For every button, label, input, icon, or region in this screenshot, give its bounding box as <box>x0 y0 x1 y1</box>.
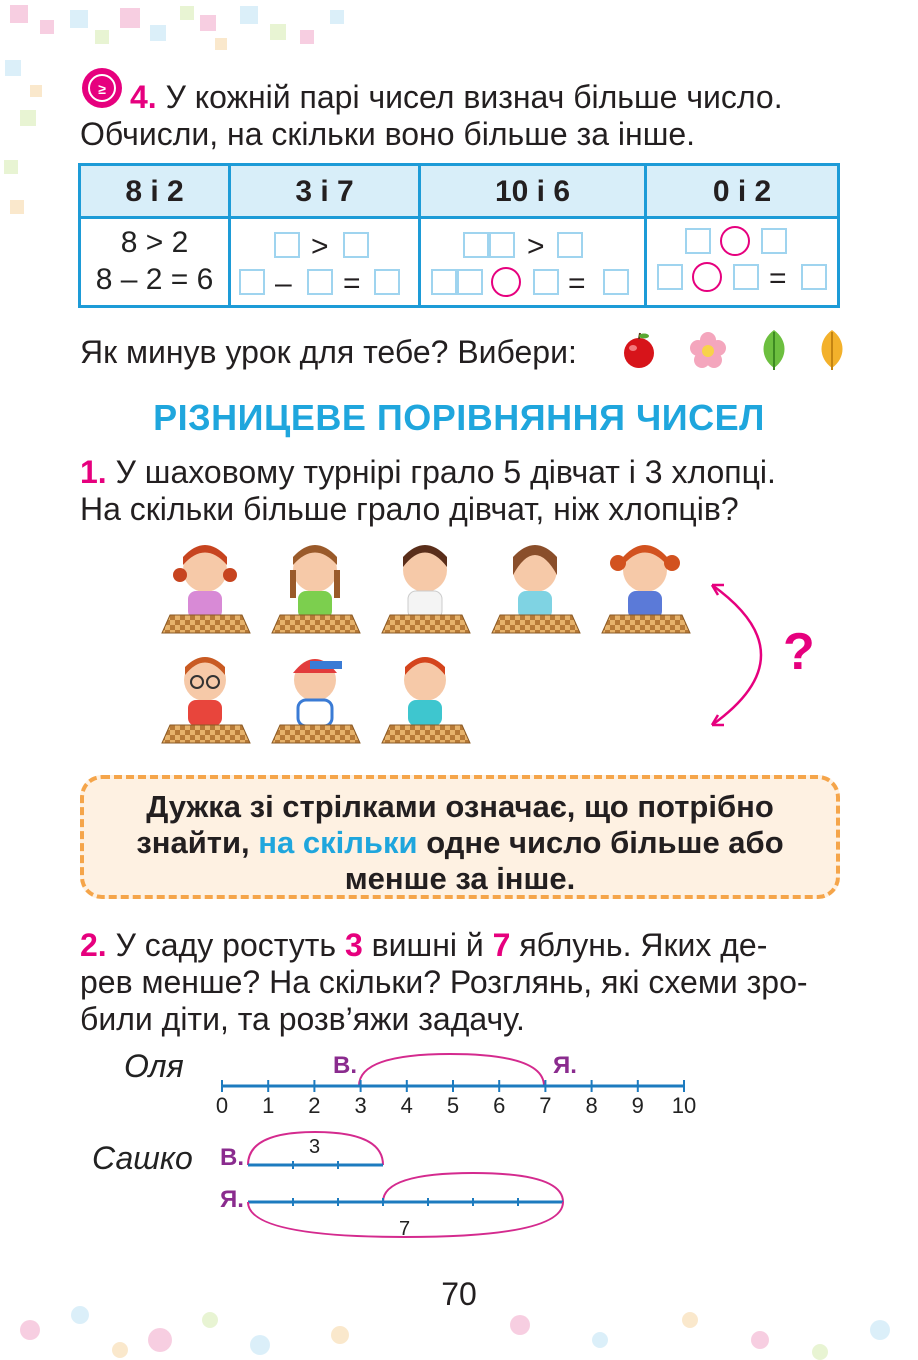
answer-box[interactable] <box>374 269 400 295</box>
number-line-tick-label: 5 <box>446 1093 460 1118</box>
minus-sign: – <box>275 267 292 300</box>
olya-number-line <box>210 1040 700 1100</box>
answer-box[interactable] <box>557 232 583 258</box>
table-col-3 <box>421 166 647 305</box>
equals-sign: = <box>343 267 361 300</box>
info-line-1: Дужка зі стрілками означає, що потрібно <box>146 789 774 824</box>
task1-line2: На скільки більше грало дівчат, ніж хлопців? <box>80 491 739 527</box>
bracket-arrow <box>700 575 790 735</box>
reflection-text: Як минув урок для тебе? Вибери: <box>80 334 577 370</box>
table-header-cell: 0 і 2 <box>712 175 772 208</box>
number-line-tick-label: 10 <box>671 1093 697 1118</box>
task4-number: 4. <box>130 79 157 115</box>
svg-text:≥: ≥ <box>98 81 106 97</box>
task1-text-1: У шаховому турнірі грало 5 дівчат і 3 хлопці. <box>115 454 776 490</box>
info-line-2-start: знайти, <box>136 825 250 860</box>
girl-player <box>382 545 470 633</box>
answer-box[interactable] <box>761 228 787 254</box>
boy-player <box>382 657 470 743</box>
olya-label-cherry: В. <box>333 1052 357 1079</box>
answer-box[interactable] <box>274 232 300 258</box>
comparison-table <box>78 163 840 308</box>
sign-circle[interactable] <box>491 267 521 297</box>
info-highlight: на скільки <box>258 825 418 860</box>
answer-box[interactable] <box>733 264 759 290</box>
table-col-4 <box>647 166 837 305</box>
task2-line3: били діти, та розв’яжи задачу. <box>80 1001 525 1037</box>
flower-icon[interactable] <box>688 330 728 370</box>
task2-text-1b: вишні й <box>371 927 484 963</box>
answer-box[interactable] <box>239 269 265 295</box>
yellow-leaf-icon[interactable] <box>816 328 848 372</box>
table-header-cell: 8 і 2 <box>125 175 184 208</box>
number-line-tick-label: 6 <box>493 1093 506 1118</box>
answer-box[interactable] <box>657 264 683 290</box>
sign-circle[interactable] <box>692 262 722 292</box>
greater-than-sign: > <box>527 230 545 263</box>
answer-box[interactable] <box>457 269 483 295</box>
task2-num-apple: 7 <box>492 927 511 963</box>
answer-box[interactable] <box>307 269 333 295</box>
task4-line1 <box>130 78 783 116</box>
sign-circle[interactable] <box>720 226 750 256</box>
info-line-3: менше за інше. <box>344 861 576 896</box>
number-line-tick-label: 9 <box>631 1093 644 1118</box>
task2-num-cherry: 3 <box>344 927 363 963</box>
table-col-2 <box>231 166 421 305</box>
answer-box[interactable] <box>343 232 369 258</box>
number-line-tick-label: 2 <box>308 1093 321 1118</box>
olya-label-apple: Я. <box>553 1052 577 1079</box>
equals-sign: = <box>568 267 586 300</box>
answer-box[interactable] <box>801 264 827 290</box>
table-header-cell: 10 і 6 <box>494 175 571 208</box>
pair-work-icon <box>80 66 124 110</box>
answer-box[interactable] <box>685 228 711 254</box>
greater-than-sign: > <box>311 230 329 263</box>
section-heading: РІЗНИЦЕВЕ ПОРІВНЯННЯ ЧИСЕЛ <box>153 397 765 438</box>
info-box <box>80 775 840 899</box>
task4-text-1: У кожній парі чисел визнач більше число. <box>165 79 783 115</box>
number-line-tick-label: 8 <box>585 1093 598 1118</box>
boy-player <box>272 659 360 743</box>
answer-box[interactable] <box>603 269 629 295</box>
task2-text-1c: яблунь. Яких де- <box>519 927 768 963</box>
equals-sign: = <box>769 262 787 295</box>
task2-line2: рев менше? На скільки? Розглянь, які схеми зро- <box>80 964 808 1000</box>
info-line-2 <box>84 825 836 861</box>
number-line-tick-label: 7 <box>539 1093 552 1118</box>
number-line-tick-label: 3 <box>354 1093 367 1118</box>
boy-player <box>162 657 250 743</box>
table-col-1 <box>81 166 231 305</box>
question-mark: ? <box>783 623 815 681</box>
number-line-tick-label: 4 <box>400 1093 413 1118</box>
task2-number: 2. <box>80 927 107 963</box>
task2-text-1a: У саду ростуть <box>115 927 337 963</box>
page-number: 70 <box>441 1276 477 1312</box>
girl-player <box>272 545 360 633</box>
sashko-label-cherry: В. <box>220 1144 244 1171</box>
chess-players-illustration <box>150 535 710 750</box>
sashko-apple-value: 7 <box>399 1218 411 1240</box>
number-line-tick-label: 1 <box>262 1093 275 1118</box>
table-header-cell: 3 і 7 <box>295 175 354 208</box>
task1-number: 1. <box>80 454 107 490</box>
task1-line1 <box>80 453 776 491</box>
info-line-2-end: одне число більше або <box>426 825 784 860</box>
girl-player <box>162 545 250 633</box>
answer-box[interactable] <box>431 269 457 295</box>
answer-box[interactable] <box>463 232 489 258</box>
answer-box[interactable] <box>533 269 559 295</box>
sashko-label-apple: Я. <box>220 1186 244 1213</box>
girl-player <box>492 545 580 633</box>
sashko-cherry-value: 3 <box>309 1136 321 1158</box>
example-equation: 8 – 2 = 6 <box>95 263 214 296</box>
example-inequality: 8 > 2 <box>120 226 189 259</box>
answer-box[interactable] <box>489 232 515 258</box>
sashko-name: Сашко <box>92 1140 193 1176</box>
number-line-tick-label: 0 <box>215 1093 229 1118</box>
olya-name: Оля <box>124 1048 184 1084</box>
apple-icon[interactable] <box>619 330 659 370</box>
task2-line1 <box>80 926 767 964</box>
task4-line2: Обчисли, на скільки воно більше за інше. <box>80 116 696 152</box>
girl-player <box>602 545 690 633</box>
green-leaf-icon[interactable] <box>758 328 790 372</box>
